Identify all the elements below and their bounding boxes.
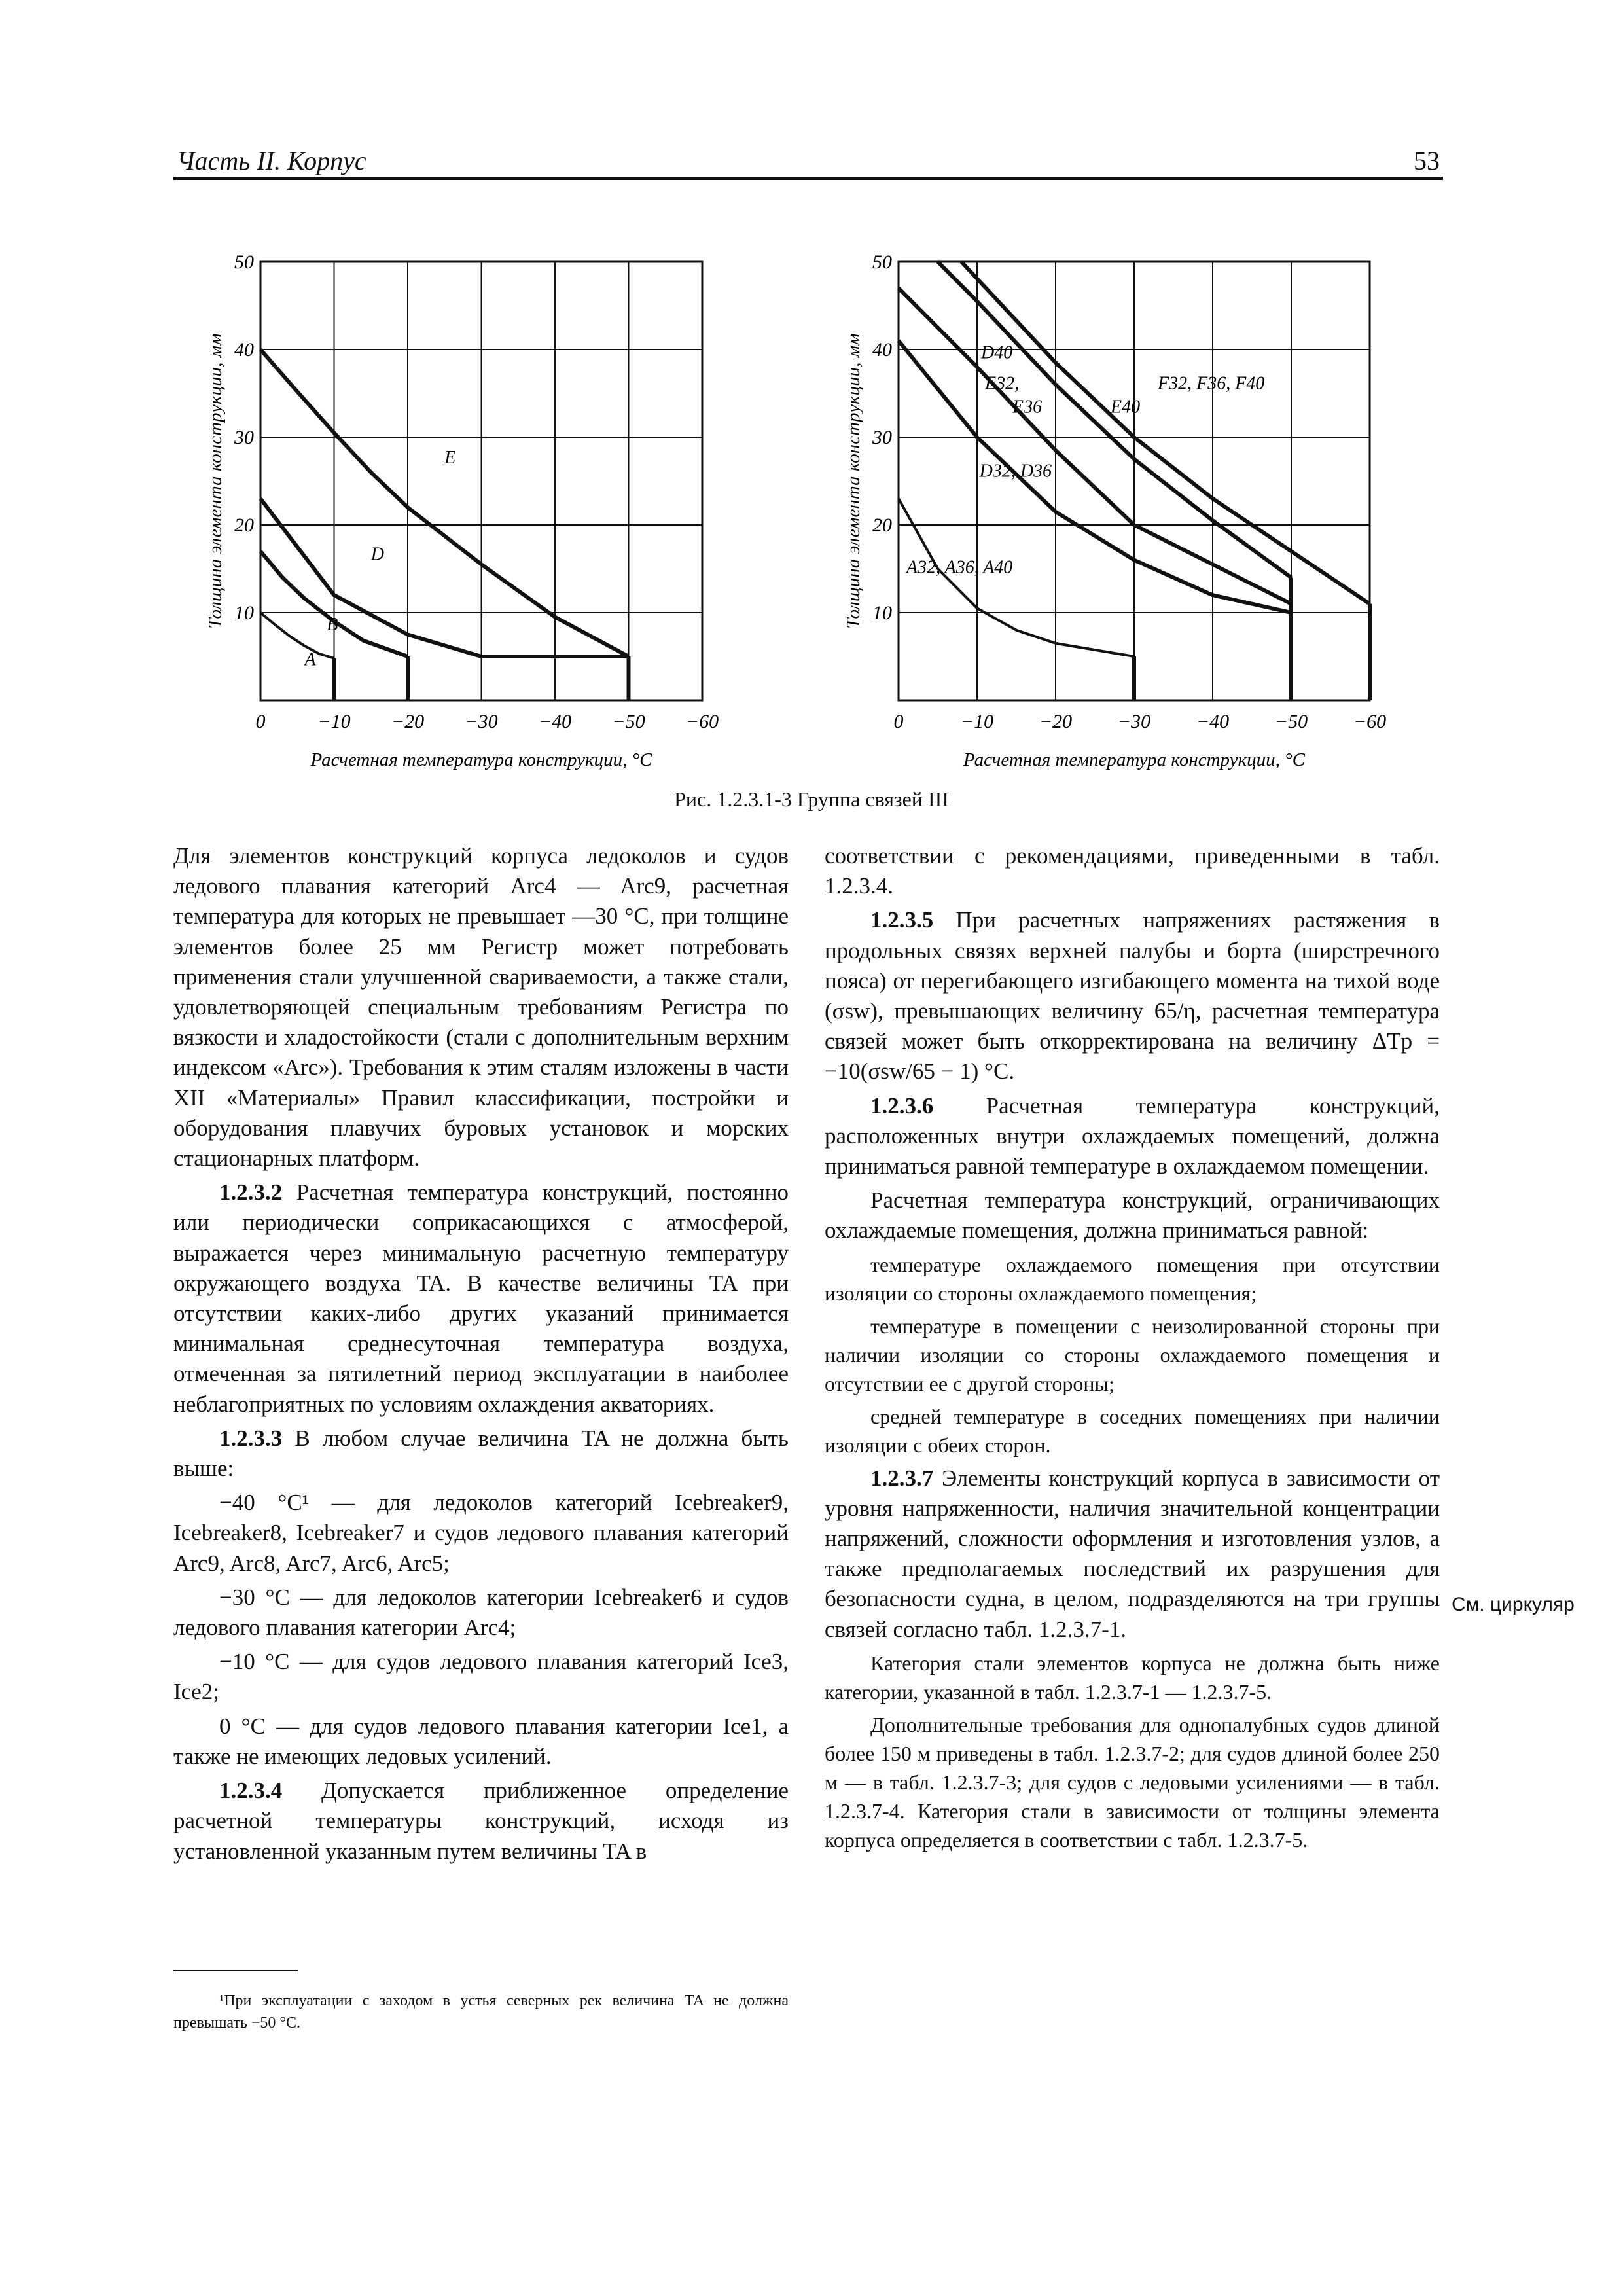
y-tick-label: 10 [872, 602, 892, 624]
header-rule [173, 177, 1443, 180]
y-tick-label: 40 [234, 339, 254, 361]
x-axis-label: Расчетная температура конструкции, °С [963, 749, 1306, 770]
x-tick-label: 0 [893, 711, 904, 732]
x-tick-label: −60 [1353, 711, 1387, 732]
text-column-left [173, 841, 789, 1871]
y-tick-label: 30 [234, 427, 254, 448]
paragraph: −40 °С¹ — для ледоколов категорий Icebreaker9, Icebreaker8, Icebreaker7 и судов ледового плавания категорий Arc9, Arc8, Arc7, Arc6, Arc5; [173, 1490, 789, 1576]
section-number: 1.2.3.5 [870, 907, 934, 933]
paragraph [825, 905, 1440, 1086]
paragraph: −30 °С — для ледоколов категории Icebreaker6 и судов ледового плавания категории Arc4; [173, 1584, 789, 1641]
section-number: 1.2.3.4 [219, 1778, 283, 1804]
x-tick-label: −20 [1039, 711, 1073, 732]
chart-left [169, 242, 797, 776]
x-tick-label: −40 [538, 711, 572, 732]
x-tick-label: −10 [317, 711, 351, 732]
x-tick-label: −50 [1274, 711, 1308, 732]
paragraph: −10 °С — для судов ледового плавания категорий Ice3, Ice2; [173, 1649, 789, 1705]
paragraph: 0 °С — для судов ледового плавания категории Ice1, а также не имеющих ледовых усилений. [173, 1713, 789, 1769]
part-title: Часть II. Корпус [177, 146, 366, 175]
region-label: A32, A36, A40 [906, 557, 1013, 578]
region-label: E36 [1012, 397, 1043, 418]
series-curve [899, 288, 1291, 603]
x-tick-label: −20 [391, 711, 425, 732]
series-curve [260, 499, 629, 656]
section-number: 1.2.3.2 [219, 1179, 283, 1206]
x-tick-label: −30 [1117, 711, 1151, 732]
y-tick-label: 30 [872, 427, 892, 448]
section-text: При расчетных напряжениях растяжения в продольных связях верхней палубы и борта (ширстречного пояса) от перегибающего изгибающего момента на тихой воде (σsw), превышающих величину 65/η, расчетная температура связей может быть откорректирована на величину ΔTр = −10(σsw/65 − 1) °С. [825, 907, 1440, 1085]
paragraph [173, 1776, 789, 1867]
x-tick-label: −60 [685, 711, 719, 732]
chart-left-svg [169, 242, 797, 776]
paragraph: температуре охлаждаемого помещения при отсутствии изоляции со стороны охлаждаемого помещения; [825, 1252, 1440, 1305]
section-text: Расчетная температура конструкций, расположенных внутри охлаждаемых помещений, должна приниматься равной температуре в охлаждаемом помещении. [825, 1092, 1440, 1179]
paragraph [173, 1424, 789, 1484]
footnote: ¹При эксплуатации с заходом в устья северных рек величина TA не должна превышать −50 °С. [173, 1992, 789, 2032]
paragraph [825, 1463, 1440, 1645]
plot-area [899, 262, 1370, 700]
y-axis-label: Толщина элемента конструкции, мм [843, 333, 864, 629]
x-tick-label: −40 [1196, 711, 1230, 732]
section-number: 1.2.3.3 [219, 1425, 283, 1451]
paragraph: Дополнительные требования для однопалубных судов длиной более 150 м приведены в табл. 1.2.3.7-2; для судов длиной более 250 м — в табл. 1.2.3.7-3; для судов с ледовыми усилениями — в табл. 1.2.3.7-4. Категория стали в зависимости от толщины элемента корпуса определяется в соответствии с табл. 1.2.3.7-5. [825, 1712, 1440, 1852]
text-column-right [825, 841, 1440, 1858]
x-tick-label: −50 [612, 711, 645, 732]
paragraph [825, 1091, 1440, 1182]
paragraph: Расчетная температура конструкций, ограничивающих охлаждаемые помещения, должна приниматься равной: [825, 1187, 1440, 1244]
region-label: A [304, 649, 316, 670]
paragraph: соответствии с рекомендациями, приведенными в табл. 1.2.3.4. [825, 843, 1440, 899]
paragraph [173, 1177, 789, 1420]
page-header [177, 145, 1440, 179]
region-label: D40 [981, 342, 1013, 363]
series-curve [260, 350, 629, 656]
paragraph: Категория стали элементов корпуса не должна быть ниже категории, указанной в табл. 1.2.3.7-1 — 1.2.3.7-5. [825, 1651, 1440, 1704]
region-label: B [327, 614, 338, 635]
x-tick-label: −30 [465, 711, 498, 732]
x-axis-label: Расчетная температура конструкции, °С [310, 749, 652, 770]
chart-right-svg [810, 242, 1438, 776]
series-curve [961, 262, 1370, 604]
region-label: E [444, 448, 456, 469]
y-tick-label: 40 [872, 339, 892, 361]
section-text: Допускается приближенное определение расчетной температуры конструкций, исходя из установленной указанным путем величины TA в [173, 1778, 789, 1864]
region-label: F32, F36, F40 [1158, 373, 1265, 394]
chart-right [810, 242, 1438, 776]
y-axis-label: Толщина элемента конструкции, мм [205, 333, 226, 629]
paragraph: температуре в помещении с неизолированной стороны при наличии изоляции со стороны охлаждаемого помещения и отсутствии ее с другой стороны; [825, 1314, 1440, 1395]
region-label: E40 [1111, 397, 1141, 418]
region-label: D32, D36 [979, 461, 1052, 482]
section-text: В любом случае величина TA не должна быть выше: [173, 1425, 789, 1482]
region-label: D [370, 544, 384, 565]
paragraph: средней температуре в соседних помещениях при наличии изоляции с обеих сторон. [825, 1404, 1440, 1457]
series-curve [260, 613, 334, 658]
figure-caption: Рис. 1.2.3.1-3 Группа связей III [674, 787, 949, 811]
footnote-rule [173, 1970, 298, 1971]
margin-note: См. циркуляр [1452, 1594, 1575, 1615]
x-tick-label: 0 [255, 711, 266, 732]
y-tick-label: 10 [234, 602, 254, 624]
y-tick-label: 20 [234, 514, 254, 536]
y-tick-label: 20 [872, 514, 892, 536]
y-tick-label: 50 [872, 251, 892, 273]
section-number: 1.2.3.7 [870, 1465, 934, 1491]
paragraph: Для элементов конструкций корпуса ледоколов и судов ледового плавания категорий Arc4 — Arc9, расчетная температура для которых не превышает —30 °С, при толщине элементов более 25 мм Регистр может потребовать применения стали улучшенной свариваемости, а также стали, удовлетворяющей специальным требованиям Регистра по вязкости и хладостойкости (стали с дополнительным верхним индексом «Arc»). Требования к этим сталям изложены в части XII «Материалы» Правил классификации, постройки и оборудования плавучих буровых установок и морских стационарных платформ. [173, 843, 789, 1172]
region-label: E32, [985, 373, 1020, 394]
section-text: Расчетная температура конструкций, постоянно или периодически соприкасающихся с атмосферой, выражается через минимальную расчетную температуру окружающего воздуха TA. В качестве величины TA при отсутствии каких-либо других указаний принимается минимальная среднесуточная температура воздуха, отмеченная за пятилетний период эксплуатации в наиболее неблагоприятных по условиям охлаждения акваториях. [173, 1179, 789, 1417]
section-text: Элементы конструкций корпуса в зависимости от уровня напряженности, наличия значительной концентрации напряжений, сложности оформления и изготовления узлов, а также предполагаемых последствий их разрушения для безопасности судна, в целом, подразделяются на три группы связей согласно табл. 1.2.3.7-1. [825, 1465, 1440, 1642]
y-tick-label: 50 [234, 251, 254, 273]
x-tick-label: −10 [960, 711, 994, 732]
page-number: 53 [1414, 146, 1440, 175]
section-number: 1.2.3.6 [870, 1092, 934, 1119]
